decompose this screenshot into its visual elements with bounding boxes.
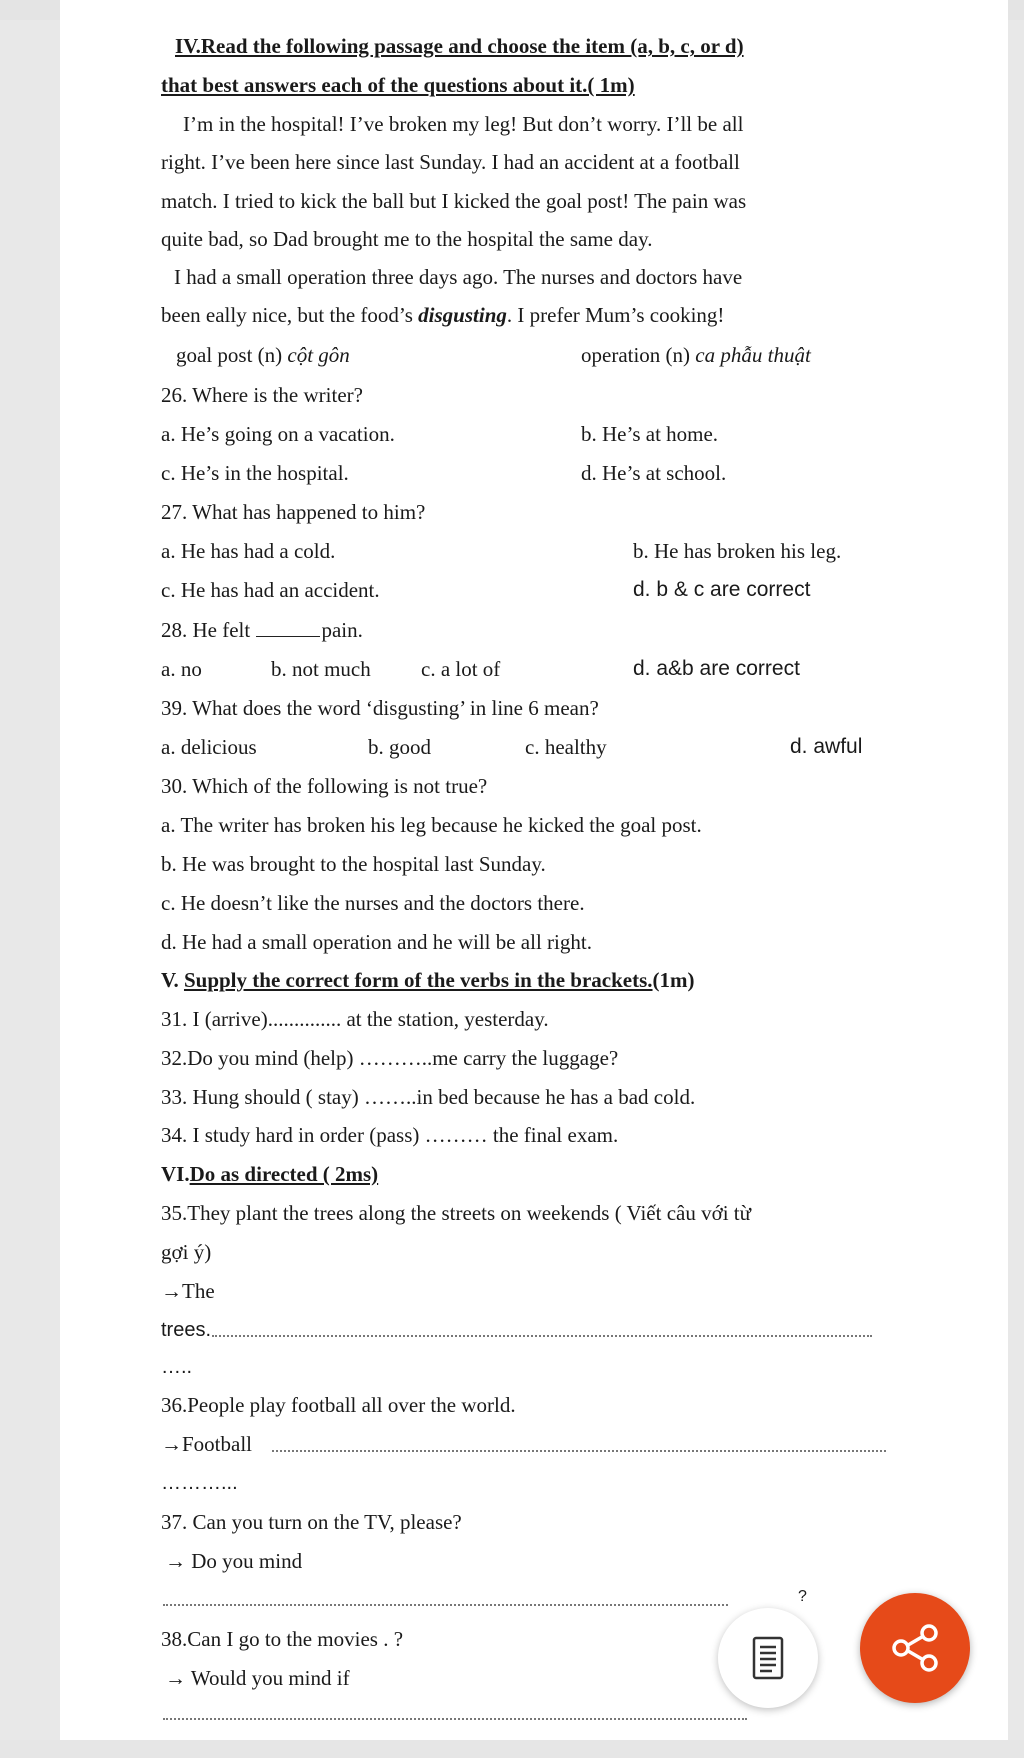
- exercise-item: 31. I (arrive).............. at the station, yesterday.: [161, 1007, 549, 1031]
- exercise-item: 33. Hung should ( stay) ……..in bed because he has a bad cold.: [161, 1085, 696, 1109]
- reader-mode-icon: [750, 1634, 786, 1682]
- answer-option: b. He’s at home.: [581, 422, 719, 446]
- question-mark: ?: [798, 1588, 807, 1605]
- section-iv-heading-line2: that best answers each of the questions about it.( 1m): [161, 73, 635, 97]
- answer-option: c. He doesn’t like the nurses and the doctors there.: [161, 891, 585, 915]
- passage-line-last: [161, 302, 724, 328]
- answer-option: b. He has broken his leg.: [633, 539, 842, 563]
- exercise-item: 32.Do you mind (help) ………..me carry the luggage?: [161, 1046, 619, 1070]
- emphasized-word: disgusting: [418, 303, 507, 327]
- exercise-item: 35.They plant the trees along the streets on weekends ( Viết câu với từ: [161, 1201, 751, 1225]
- answer-option: d. b & c are correct: [633, 578, 811, 601]
- glossary-entry: operation (n) ca phẫu thuật: [581, 343, 811, 367]
- question-stem: 39. What does the word ‘disgusting’ in line 6 mean?: [161, 696, 599, 720]
- reader-mode-button[interactable]: [718, 1608, 818, 1708]
- share-button[interactable]: [860, 1593, 970, 1703]
- passage-line: match. I tried to kick the ball but I kicked the goal post! The pain was: [161, 189, 747, 213]
- question-stem: 26. Where is the writer?: [161, 383, 363, 407]
- answer-option: d. awful: [790, 735, 863, 758]
- answer-option: a. He has had a cold.: [161, 539, 336, 563]
- section-v-heading: V. Supply the correct form of the verbs in the brackets.(1m): [161, 968, 695, 992]
- answer-option: a. no: [161, 657, 202, 681]
- answer-prompt: →The: [161, 1279, 215, 1303]
- exercise-item: 34. I study hard in order (pass) ……… the final exam.: [161, 1123, 619, 1147]
- answer-dotted-line: [272, 1450, 886, 1452]
- answer-option: d. a&b are correct: [633, 657, 800, 680]
- passage-line: right. I’ve been here since last Sunday. I had an accident at a football: [161, 150, 740, 174]
- answer-prompt: → Do you mind: [165, 1549, 303, 1573]
- answer-prompt: →Football: [161, 1432, 253, 1456]
- answer-option: b. good: [368, 735, 431, 759]
- answer-option: b. not much: [271, 657, 371, 681]
- answer-prompt: → Would you mind if: [165, 1666, 350, 1690]
- passage-text: . I prefer Mum’s cooking!: [506, 303, 725, 327]
- answer-option: b. He was brought to the hospital last Sunday.: [161, 852, 546, 876]
- section-vi-heading: VI.Do as directed ( 2ms): [161, 1162, 379, 1186]
- exercise-item: 37. Can you turn on the TV, please?: [161, 1510, 462, 1534]
- answer-prompt: trees.: [161, 1319, 212, 1341]
- question-stem: 27. What has happened to him?: [161, 500, 426, 524]
- answer-option: c. healthy: [525, 735, 607, 759]
- answer-option: a. He’s going on a vacation.: [161, 422, 395, 446]
- question-stem: 28. He felt pain.: [161, 618, 363, 642]
- answer-option: d. He’s at school.: [581, 461, 727, 485]
- bottom-bar: [0, 1740, 1024, 1758]
- glossary-entry: goal post (n) cột gôn: [176, 343, 350, 367]
- question-stem: 30. Which of the following is not true?: [161, 774, 488, 798]
- answer-option: a. delicious: [161, 735, 257, 759]
- answer-dotted-line: [163, 1604, 728, 1606]
- share-icon: [886, 1619, 944, 1677]
- answer-blank: [256, 618, 320, 637]
- answer-option: d. He had a small operation and he will be all right.: [161, 930, 592, 954]
- passage-text: been eally nice, but the food’s: [161, 303, 419, 327]
- answer-dotted-line: [212, 1335, 872, 1337]
- answer-option: c. He has had an accident.: [161, 578, 380, 602]
- passage-line: I’m in the hospital! I’ve broken my leg! But don’t worry. I’ll be all: [183, 112, 744, 136]
- answer-dots: …..: [161, 1356, 193, 1378]
- section-iv-heading-line1: IV.Read the following passage and choose the item (a, b, c, or d): [175, 34, 744, 58]
- exercise-item: 36.People play football all over the world.: [161, 1393, 516, 1417]
- exercise-item: 38.Can I go to the movies . ?: [161, 1627, 404, 1651]
- answer-dotted-line: [163, 1718, 747, 1720]
- answer-option: c. He’s in the hospital.: [161, 461, 349, 485]
- passage-line: quite bad, so Dad brought me to the hospital the same day.: [161, 227, 653, 251]
- passage-line: I had a small operation three days ago. The nurses and doctors have: [174, 265, 743, 289]
- answer-dots: ………...: [161, 1472, 238, 1494]
- answer-option: a. The writer has broken his leg because he kicked the goal post.: [161, 813, 702, 837]
- glossary-meaning: ca phẫu thuật: [695, 343, 811, 367]
- glossary-meaning: cột gôn: [287, 343, 350, 367]
- exercise-item: gợi ý): [161, 1240, 212, 1264]
- answer-option: c. a lot of: [421, 657, 501, 681]
